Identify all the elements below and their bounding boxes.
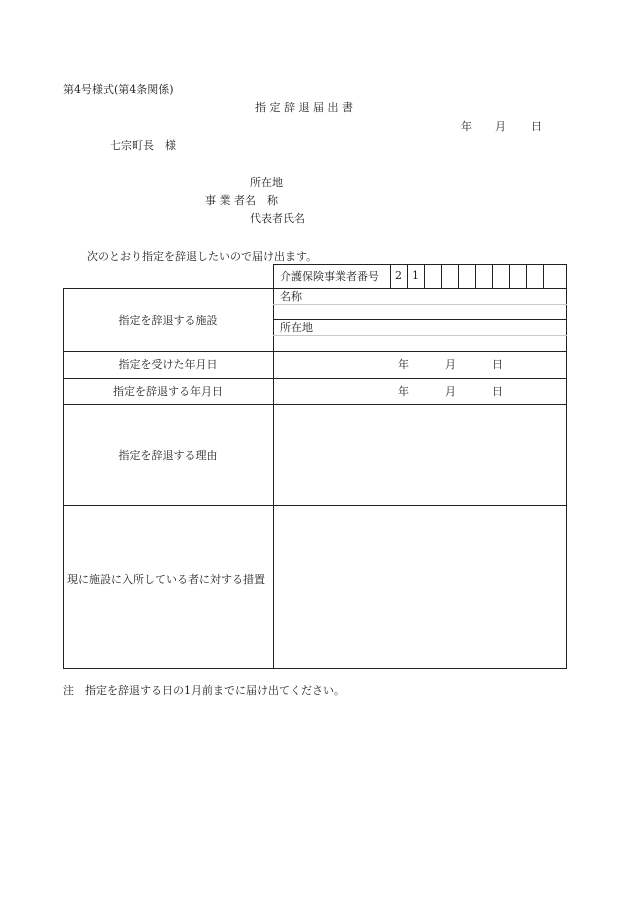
addressee: 七宗町長 様 [110, 139, 176, 152]
care-number-digit-5[interactable] [458, 266, 475, 286]
withdraw-month-label: 月 [445, 385, 456, 398]
withdraw-date-label: 指定を辞退する年月日 [113, 385, 223, 398]
facility-label: 指定を辞退する施設 [118, 314, 218, 327]
facility-name-field[interactable] [274, 305, 566, 319]
withdraw-year-label: 年 [398, 385, 409, 398]
facility-name-label: 名称 [280, 290, 302, 303]
designated-month-label: 月 [445, 358, 456, 371]
designated-year-label: 年 [398, 358, 409, 371]
designated-day-label: 日 [492, 358, 503, 371]
care-number-digit-4[interactable] [441, 266, 458, 286]
date-year-label: 年 [461, 120, 472, 133]
care-number-digit-2[interactable]: 1 [412, 269, 419, 282]
document-title: 指 定 辞 退 届 出 書 [255, 101, 353, 114]
applicant-location-label: 所在地 [250, 176, 283, 189]
form-number: 第4号様式(第4条関係) [63, 83, 174, 96]
reason-field[interactable] [274, 405, 566, 505]
care-number-digit-1[interactable]: 2 [395, 269, 402, 282]
date-day-label: 日 [531, 120, 542, 133]
facility-location-field[interactable] [274, 336, 566, 350]
reason-label: 指定を辞退する理由 [118, 449, 218, 462]
applicant-business-name-label: 事 業 者名 称 [205, 194, 278, 207]
care-number-label: 介護保険事業者番号 [280, 270, 379, 283]
measures-field[interactable] [274, 506, 566, 668]
date-month-label: 月 [495, 120, 506, 133]
intro-text: 次のとおり指定を辞退したいので届け出ます。 [87, 250, 318, 263]
care-number-digit-6[interactable] [475, 266, 492, 286]
measures-label: 現に施設に入所している者に対する措置 [67, 573, 265, 586]
care-number-digit-7[interactable] [492, 266, 509, 286]
care-number-digit-10[interactable] [543, 266, 566, 286]
footnote: 注 指定を辞退する日の1月前までに届け出てください。 [63, 684, 345, 697]
withdraw-day-label: 日 [492, 385, 503, 398]
designated-date-label: 指定を受けた年月日 [118, 358, 218, 371]
care-number-digit-3[interactable] [424, 266, 441, 286]
applicant-representative-label: 代表者氏名 [250, 212, 305, 225]
care-number-digit-9[interactable] [526, 266, 543, 286]
care-number-digit-8[interactable] [509, 266, 526, 286]
facility-location-label: 所在地 [280, 321, 313, 334]
